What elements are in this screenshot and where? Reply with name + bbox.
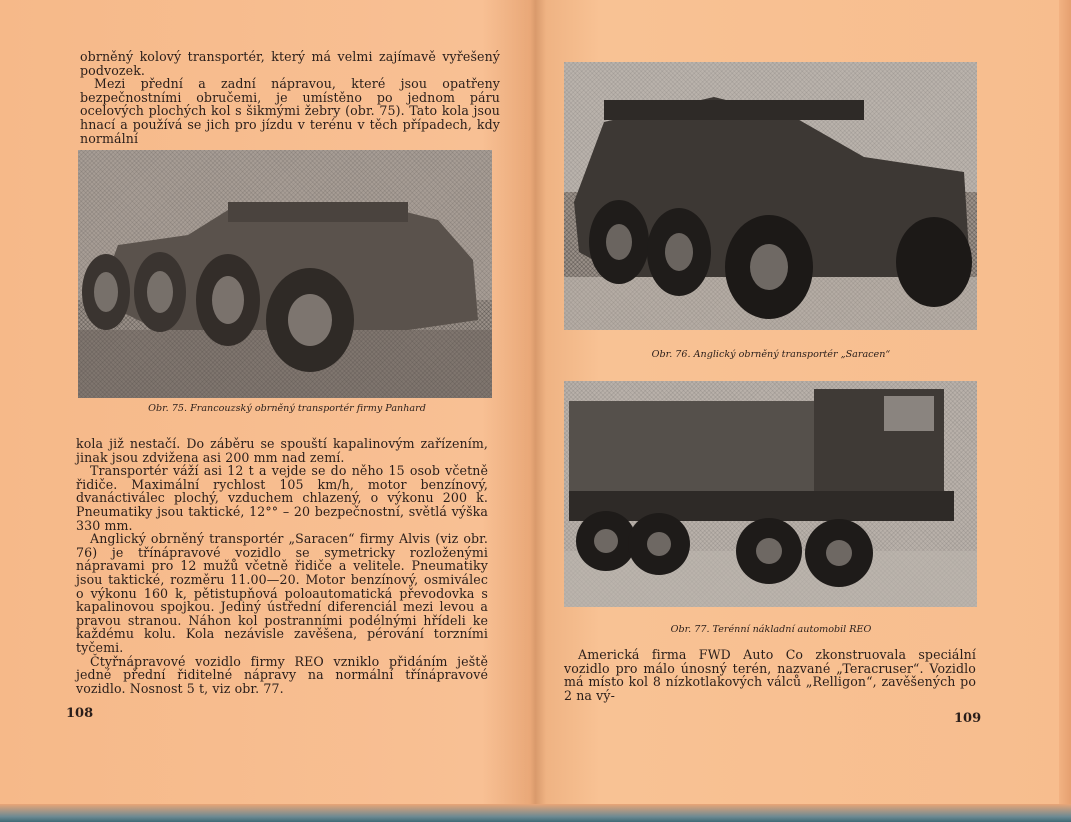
left-page (0, 0, 534, 800)
figure-76-photo (564, 62, 977, 330)
figure-77-caption: Obr. 77. Terénní nákladní automobil REO (670, 624, 872, 635)
paragraph: kola již nestačí. Do záběru se spouští kapalinovým zařízením, jinak jsou zdvižena asi 200 mm nad zemí. (76, 436, 488, 465)
paragraph: Čtyřnápravové vozidlo firmy REO vzniklo přidáním ještě jedné přední řiditelné nápravy na normální třínápravové vozidlo. Nosnost 5 t, viz obr. 77. (76, 653, 488, 696)
right-page-number: 109 (954, 711, 982, 726)
left-text-top (80, 50, 500, 145)
left-page-number: 108 (66, 706, 94, 721)
figure-76-caption: Obr. 76. Anglický obrněný transportér „Saracen“ (651, 349, 891, 360)
figure-75-caption: Obr. 75. Francouzský obrněný transportér firmy Panhard (148, 403, 426, 414)
left-text-bottom (76, 437, 488, 695)
book-edge-bottom (0, 804, 1071, 822)
paragraph: Mezi přední a zadní nápravou, které jsou opatřeny bezpečnostními obručemi, je umístěno po jednom páru ocelových plochých kol s šikmými žebry (obr. 75). Tato kola jsou hnací a používá se jich pro jízdu v terénu v těch případech, kdy normální (80, 76, 500, 146)
paragraph: Transportér váží asi 12 t a vejde se do něho 15 osob včetně řidiče. Maximální rychlost 105 km/h, motor benzínový, dvanáctiválec plochý, vzduchem chlazený, o výkonu 200 k. Pneumatiky jsou taktické, 12°° – 20 bezpečnostní, světlá výška 330 mm. (76, 463, 488, 533)
paragraph: Americká firma FWD Auto Co zkonstruovala speciální vozidlo pro málo únosný terén, nazvané „Teracruser“. Vozidlo má místo kol 8 nízkotlakových válců „Relligon“, zavěšených po 2 na vý- (564, 647, 976, 703)
paragraph: obrněný kolový transportér, který má velmi zajímavě vyřešený podvozek. (80, 49, 500, 78)
figure-75-photo (78, 150, 492, 398)
figure-77-photo (564, 381, 977, 607)
paragraph: Anglický obrněný transportér „Saracen“ firmy Alvis (viz obr. 76) je třínápravové vozidlo se symetricky rozloženými nápravami pro 12 mužů včetně řidiče a velitele. Pneumatiky jsou taktické, rozměru 11.00—20. Motor benzínový, osmiválec o výkonu 160 k, pětistupňová poloautomatická převodovka s kapalinovou spojkou. Jediný ústřední diferenciál mezi levou a pravou stranou. Náhon kol postranními podélnými hřídeli ke každému kolu. Kola nezávisle zavěšena, pérování torzními tyčemi. (76, 531, 488, 655)
right-text-bottom (564, 648, 976, 702)
right-page (536, 0, 1061, 800)
book-edge-right (1059, 0, 1071, 822)
